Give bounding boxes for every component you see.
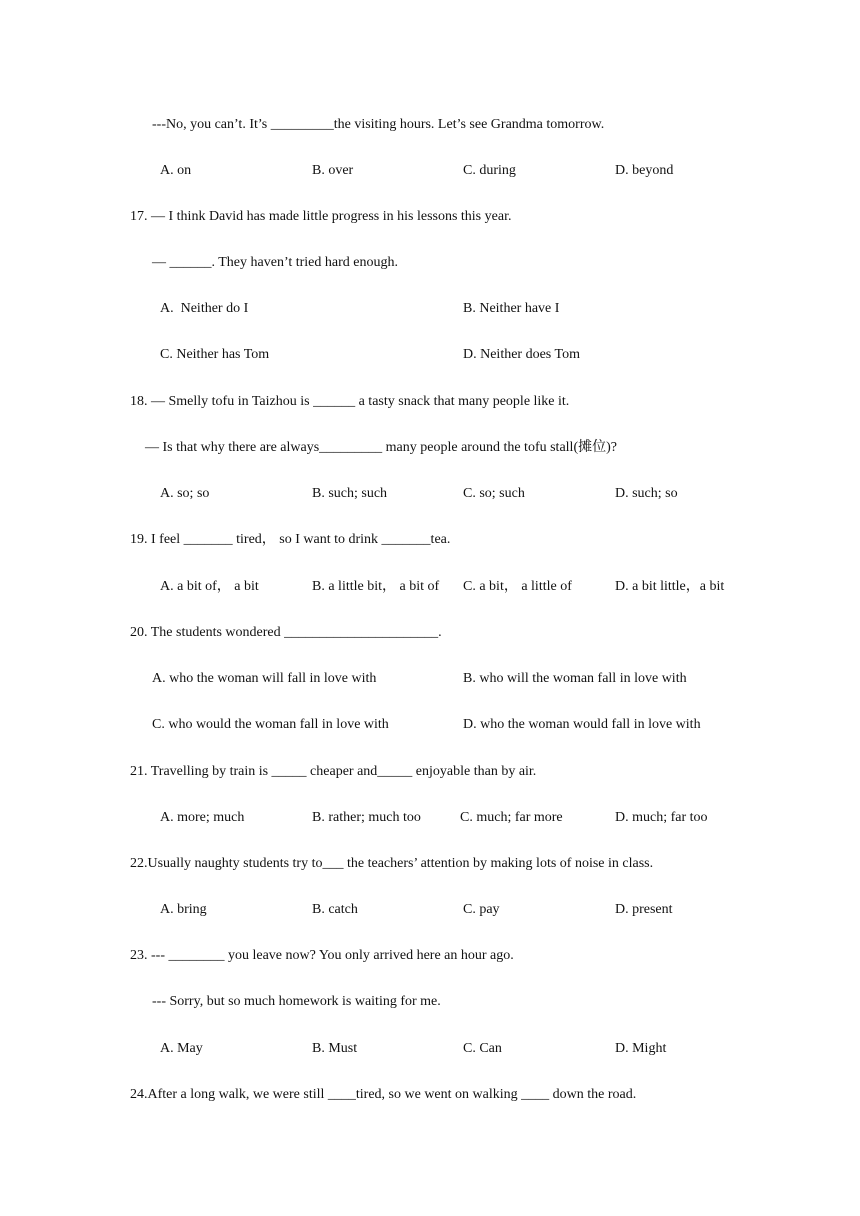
q23-option-a: A. May [160,1041,203,1056]
q21-option-a: A. more; much [160,810,245,825]
q17-reply: — ______. They haven’t tried hard enough. [152,255,398,270]
q24-stem: 24.After a long walk, we were still ____tired, so we went on walking ____ down the road. [130,1087,637,1102]
q23-option-c: C. Can [463,1041,502,1056]
q18-reply: — Is that why there are always_________ many people around the tofu stall(摊位)? [145,440,617,455]
q19-option-a: A. a bit of， a bit [160,579,259,594]
q17-option-b: B. Neither have I [463,301,560,316]
q21-option-c: C. much; far more [460,810,563,825]
q20-option-d: D. who the woman would fall in love with [463,717,701,732]
q18-option-b: B. such; such [312,486,388,501]
q23-option-b: B. Must [312,1041,358,1056]
q19-option-b: B. a little bit， a bit of [312,579,440,594]
q16-option-a: A. on [160,163,192,178]
q23-reply: --- Sorry, but so much homework is waiting for me. [152,994,441,1009]
q16-answer-line: ---No, you can’t. It’s _________the visiting hours. Let’s see Grandma tomorrow. [152,117,605,132]
q17-option-d: D. Neither does Tom [463,347,580,362]
q22-option-d: D. present [615,902,673,917]
q22-option-c: C. pay [463,902,500,917]
q17-stem: 17. — I think David has made little progress in his lessons this year. [130,209,512,224]
q16-option-d: D. beyond [615,163,674,178]
q20-option-c: C. who would the woman fall in love with [152,717,389,732]
q19-option-d: D. a bit little，a bit [615,579,725,594]
q23-stem: 23. --- ________ you leave now? You only arrived here an hour ago. [130,948,514,963]
q21-option-b: B. rather; much too [312,810,421,825]
q16-option-c: C. during [463,163,516,178]
q23-option-d: D. Might [615,1041,667,1056]
q22-option-a: A. bring [160,902,207,917]
q20-option-a: A. who the woman will fall in love with [152,671,377,686]
q21-stem: 21. Travelling by train is _____ cheaper and_____ enjoyable than by air. [130,764,537,779]
q17-option-a: A. Neither do I [160,301,249,316]
q18-option-a: A. so; so [160,486,210,501]
q18-option-c: C. so; such [463,486,525,501]
q18-option-d: D. such; so [615,486,678,501]
q21-option-d: D. much; far too [615,810,708,825]
q16-option-b: B. over [312,163,354,178]
q19-stem: 19. I feel _______ tired， so I want to drink _______tea. [130,532,451,547]
q17-option-c: C. Neither has Tom [160,347,270,362]
q19-option-c: C. a bit， a little of [463,579,572,594]
q20-stem: 20. The students wondered ______________________. [130,625,442,640]
q20-option-b: B. who will the woman fall in love with [463,671,687,686]
q22-stem: 22.Usually naughty students try to___ the teachers’ attention by making lots of noise in class. [130,856,654,871]
q22-option-b: B. catch [312,902,358,917]
q18-stem: 18. — Smelly tofu in Taizhou is ______ a tasty snack that many people like it. [130,394,570,409]
